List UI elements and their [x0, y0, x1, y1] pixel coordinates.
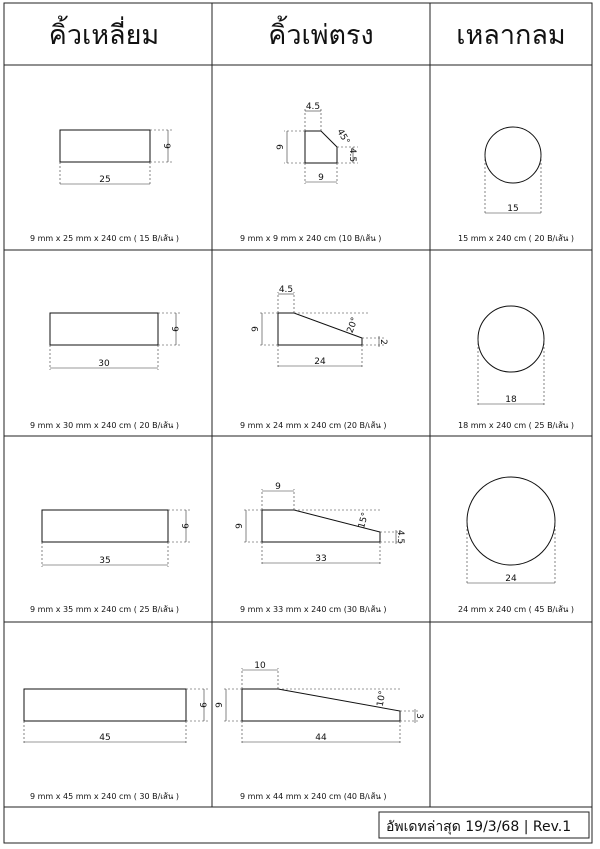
dim-width: 30 [98, 359, 110, 369]
square-profile-shape [42, 510, 168, 542]
dim-height: 9 [235, 523, 245, 529]
bevel-profile-1 [276, 102, 358, 184]
dim-height: 9 [276, 144, 286, 150]
square-profile-shape [50, 313, 158, 345]
revision-text: อัพเดทล่าสุด 19/3/68 | Rev.1 [386, 819, 572, 835]
bevel-profile-3 [235, 482, 405, 565]
round-profile-shape [467, 477, 555, 565]
bevel-profile-shape [305, 131, 337, 163]
header-square-molding: คิ้วเหลี่ยม [48, 20, 160, 51]
dim-angle: 10° [375, 689, 389, 708]
dim-width: 35 [99, 556, 111, 566]
dim-height: 9 [197, 702, 207, 708]
dim-width: 45 [99, 733, 111, 743]
dim-top: 10 [254, 661, 266, 671]
round-profile-shape [485, 127, 541, 183]
dim-top: 9 [275, 482, 281, 492]
dim-edge: 4.5 [347, 147, 357, 163]
bevel-profile-4 [215, 661, 424, 744]
dim-height: 9 [169, 326, 179, 332]
dim-edge: 4.5 [395, 529, 405, 545]
dim-edge: 2 [378, 339, 388, 345]
dim-diameter: 24 [505, 574, 517, 584]
round-spec-3: 24 mm x 240 cm ( 45 B/เส้น ) [458, 605, 574, 614]
bevel-spec-2: 9 mm x 24 mm x 240 cm (20 B/เส้น ) [240, 421, 387, 430]
dim-width: 44 [315, 733, 327, 743]
dim-width: 25 [99, 175, 111, 185]
revision-box [379, 812, 589, 838]
dim-angle: 45° [334, 127, 352, 147]
dim-diameter: 18 [505, 395, 517, 405]
round-profile-1 [485, 127, 541, 215]
dim-diameter: 15 [507, 204, 519, 214]
square-spec-1: 9 mm x 25 mm x 240 cm ( 15 B/เส้น ) [30, 234, 180, 243]
header-bevel-molding: คิ้วเพ่ตรง [268, 20, 374, 51]
dim-width: 9 [318, 173, 324, 183]
square-spec-4: 9 mm x 45 mm x 240 cm ( 30 B/เส้น ) [30, 792, 180, 801]
bevel-spec-4: 9 mm x 44 mm x 240 cm (40 B/เส้น ) [240, 792, 387, 801]
dim-angle: 15° [357, 511, 371, 530]
dim-width: 24 [314, 357, 326, 367]
round-spec-2: 18 mm x 240 cm ( 25 B/เส้น ) [458, 421, 574, 430]
bevel-spec-3: 9 mm x 33 mm x 240 cm (30 B/เส้น ) [240, 605, 387, 614]
dim-angle: 20° [345, 316, 361, 335]
round-spec-1: 15 mm x 240 cm ( 20 B/เส้น ) [458, 234, 574, 243]
bevel-profile-2 [251, 285, 388, 368]
square-spec-3: 9 mm x 35 mm x 240 cm ( 25 B/เส้น ) [30, 605, 180, 614]
dim-edge: 3 [414, 713, 424, 719]
round-profile-2 [478, 306, 544, 406]
square-profile-2 [50, 313, 180, 370]
square-profile-4 [24, 689, 208, 744]
dim-top: 4.5 [305, 102, 321, 112]
dim-height: 9 [179, 523, 189, 529]
square-profile-shape [24, 689, 186, 721]
dim-height: 9 [215, 702, 225, 708]
square-profile-shape [60, 130, 150, 162]
dim-width: 33 [315, 554, 327, 564]
square-profile-1 [60, 130, 172, 186]
dim-top: 4.5 [278, 285, 294, 295]
bevel-spec-1: 9 mm x 9 mm x 240 cm (10 B/เส้น ) [240, 234, 382, 243]
header-round-rod: เหลากลม [456, 20, 566, 51]
dim-height: 9 [161, 143, 171, 149]
round-profile-shape [478, 306, 544, 372]
square-spec-2: 9 mm x 30 mm x 240 cm ( 20 B/เส้น ) [30, 421, 180, 430]
square-profile-3 [42, 510, 190, 567]
round-profile-3 [467, 477, 555, 585]
dim-height: 9 [251, 326, 261, 332]
